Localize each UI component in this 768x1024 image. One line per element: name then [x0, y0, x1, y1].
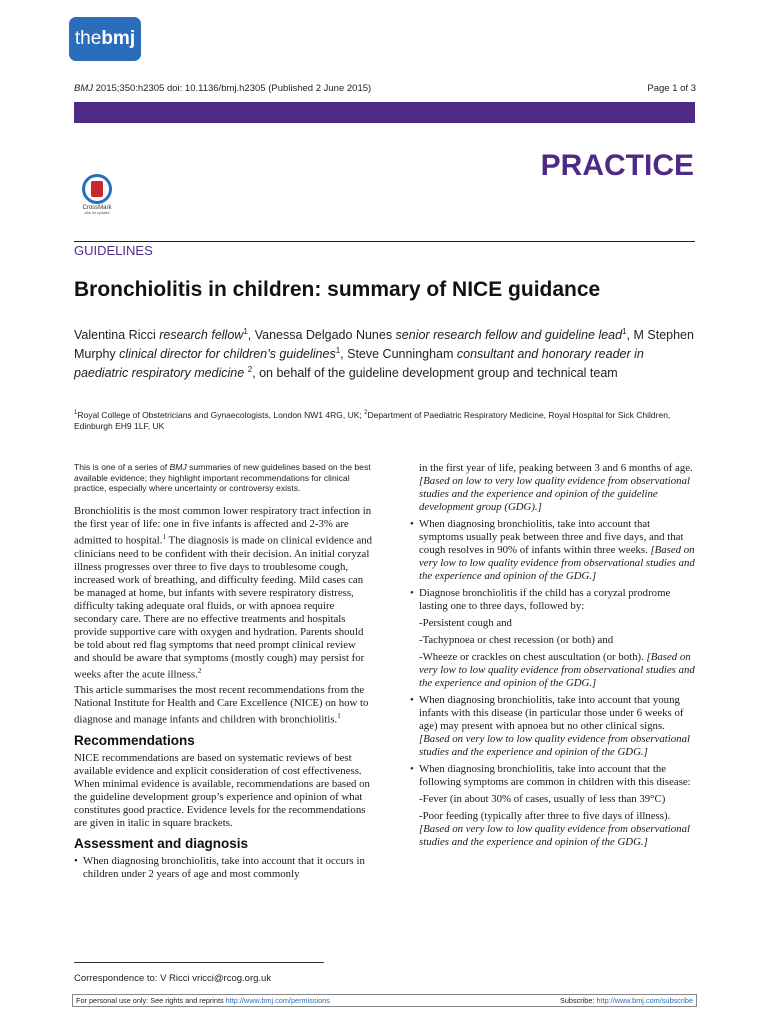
crossmark-label: CrossMark: [82, 205, 112, 211]
heading-recommendations: Recommendations: [74, 732, 195, 748]
article-title: Bronchiolitis in children: summary of NICE guidance: [74, 278, 601, 301]
sub-item: -Tachypnoea or chest recession (or both) and: [419, 634, 614, 646]
list-item: • When diagnosing bronchiolitis, take into account that it occurs in children under 2 years of age and most commonly: [74, 855, 374, 881]
sub-item: -Fever (in about 30% of cases, usually of less than 39°C): [419, 793, 666, 805]
page-number: Page 1 of 3: [647, 83, 696, 94]
header-bar: [74, 102, 695, 123]
list-item-continued: in the first year of life, peaking between 3 and 6 months of age. [Based on low to very low quality evidence from observational studies and the experience and opinion of the guideline development group (GDG).]: [419, 462, 693, 513]
logo-brand: bmj: [101, 28, 136, 49]
subscribe-link[interactable]: http://www.bmj.com/subscribe: [596, 996, 693, 1005]
section-title: PRACTICE: [540, 149, 694, 182]
divider: [74, 241, 695, 242]
rights-text: For personal use only: See rights and reprints: [76, 996, 226, 1005]
left-column: [74, 462, 374, 885]
crossmark-icon: [82, 174, 112, 204]
article-category: GUIDELINES: [74, 243, 153, 258]
list-item: • When diagnosing bronchiolitis, take into account that the following symptoms are common in children with this disease:: [410, 763, 696, 789]
footnote-divider: [74, 962, 324, 963]
list-item: • Diagnose bronchiolitis if the child has a coryzal prodrome lasting one to three days, followed by:: [410, 587, 696, 613]
series-intro: This is one of a series of BMJ summaries of new guidelines based on the best available evidence; they highlight important recommendations for clinical practice, especially where uncertainty or controversy exists.: [74, 462, 371, 494]
sub-item: -Wheeze or crackles on chest auscultation (or both). [Based on very low to low quality evidence from observational studies and the experience and opinion of the GDG.]: [419, 651, 695, 689]
crossmark-badge[interactable]: [79, 174, 115, 218]
list-item: • When diagnosing bronchiolitis, take into account that young infants with this disease (in particular those under 6 weeks of age) may present with apnoea but no other clinical signs. [Based on very low to low quality evidence from observational studies and the experience and opinion of the GDG.]: [410, 694, 696, 759]
page-footer: [72, 994, 697, 1007]
author-list: Valentina Ricci research fellow$^1$, Vanessa Delgado Nunes senior research fellow and guideline lead$^1$, M Stephen Murphy clinical director for children’s guidelines$^1$, Steve Cunningham consultant and honorary reader in paediatric respiratory medicine $^2$, on behalf of the guideline development group and technical team: [74, 327, 694, 381]
body-paragraph: Bronchiolitis is the most common lower respiratory tract infection in the first year of life: one in five infants is affected and 2-3% are admitted to hospital.$^1$ The diagnosis is made on clinical evidence and clinicians need to be confident with their decision. An initial coryzal illness progresses over three to five days to troublesome cough, increased work of breathing, and difficulty feeding. Mild cases can be managed at home, but infants with severe respiratory distress, difficulty taking adequate oral fluids, or with apnoea require secondary care. There are no effective treatments and hospitals provide supportive care with oxygen and hydration. Parents should be told about red flag symptoms that need prompt clinical review and should be aware that symptoms (mostly cough) may persist for weeks after the acute illness.$^2$: [74, 505, 373, 681]
body-paragraph: NICE recommendations are based on systematic reviews of best available evidence and explicit consideration of cost effectiveness. When minimal evidence is available, recommendations are based on the guideline development group’s experience and opinion of what constitutes good practice. Evidence levels for the recommendations are given in italic in square brackets.: [74, 751, 370, 829]
permissions-link[interactable]: http://www.bmj.com/permissions: [225, 996, 330, 1005]
crossmark-sublabel: click for updates: [84, 211, 110, 215]
affiliations: $^1$Royal College of Obstetricians and Gynaecologists, London NW1 4RG, UK; $^2$Department of Paediatric Respiratory Medicine, Royal Hospital for Sick Children, Edinburgh EH9 1LF, UK: [74, 409, 671, 431]
sub-item: -Persistent cough and: [419, 617, 512, 629]
sub-item: -Poor feeding (typically after three to five days of illness). [Based on very low to low quality evidence from observational studies and the experience and opinion of the GDG.]: [419, 810, 690, 848]
subscribe-text: Subscribe:: [559, 996, 597, 1005]
correspondence: Correspondence to: V Ricci vricci@rcog.org.uk: [74, 973, 272, 984]
logo-prefix: the: [74, 28, 102, 49]
list-item: • When diagnosing bronchiolitis, take into account that symptoms usually peak between three and five days, and that cough resolves in 90% of infants within three weeks. [Based on very low to low quality evidence from observational studies and the experience and opinion of the GDG.]: [410, 518, 696, 583]
citation-line: [74, 83, 696, 94]
body-paragraph: This article summarises the most recent recommendations from the National Institute for Health and Care Excellence (NICE) on how to diagnose and manage infants and children with bronchiolitis.$^1$: [74, 684, 369, 726]
right-column: [410, 462, 696, 853]
heading-assessment: Assessment and diagnosis: [74, 835, 249, 851]
citation-journal: BMJ: [74, 83, 93, 94]
bmj-logo[interactable]: [69, 17, 141, 61]
citation-details: 2015;350:h2305 doi: 10.1136/bmj.h2305 (Published 2 June 2015): [93, 83, 372, 94]
